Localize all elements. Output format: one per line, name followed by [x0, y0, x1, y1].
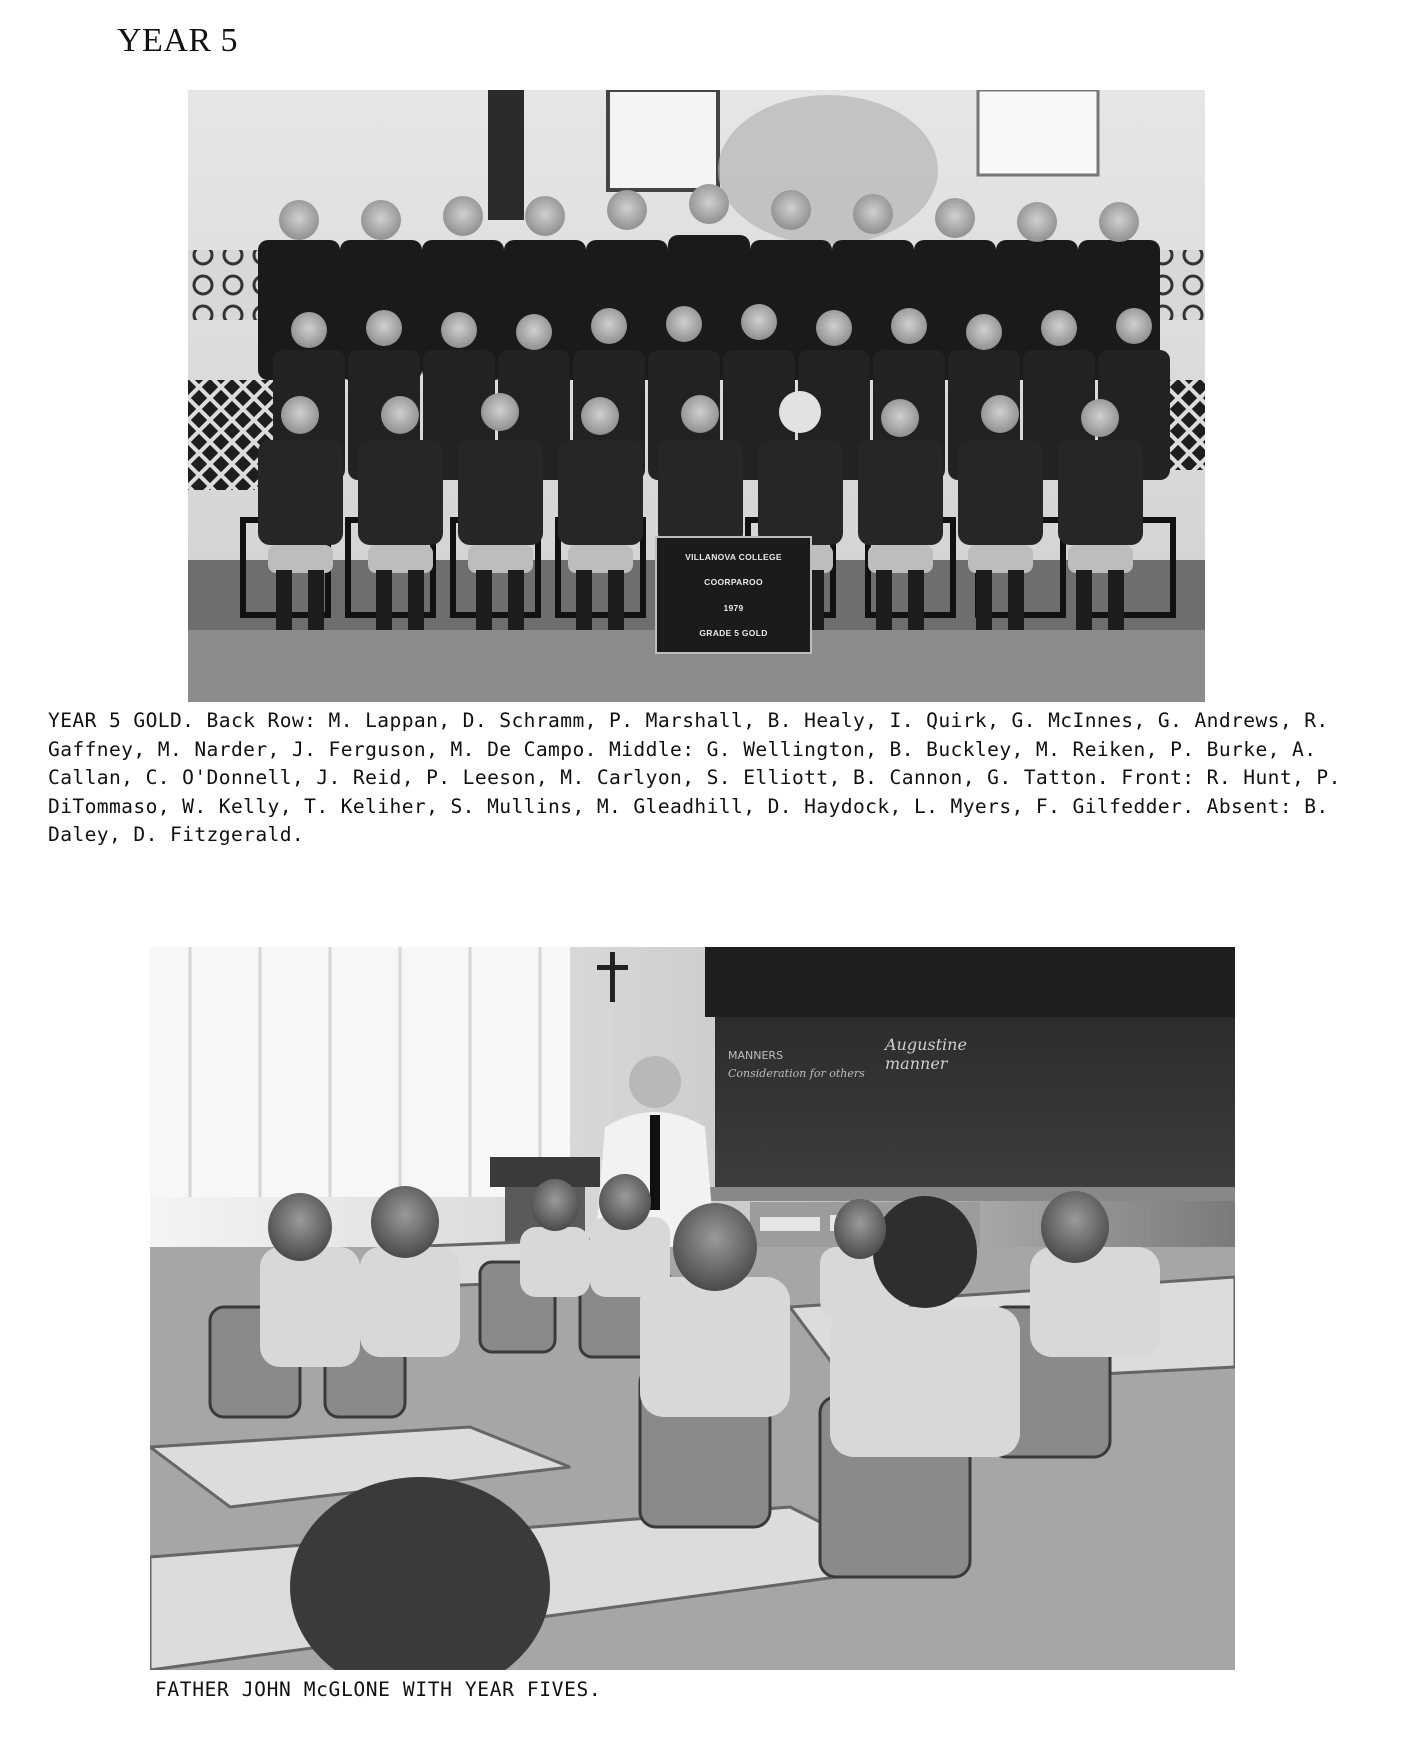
- blackboard-line-augustine: Augustine: [885, 1035, 967, 1054]
- sign-line-school: VILLANOVA COLLEGE: [685, 551, 782, 562]
- class-photo-caption: YEAR 5 GOLD. Back Row: M. Lappan, D. Schramm, P. Marshall, B. Healy, I. Quirk, G. McInnes, G. Andrews, R. Gaffney, M. Narder, J. Ferguson, M. De Campo. Middle: G. Wellington, B. Buckley, M. Reiken, P. Burke, A. Callan, C. O'Donnell, J. Reid, P. Leeson, M. Carlyon, S. Elliott, B. Cannon, G. Tatton. Front: R. Hunt, P. DiTommaso, W. Kelly, T. Keliher, S. Mullins, M. Gleadhill, D. Haydock, L. Myers, F. Gilfedder. Absent: B. Daley, D. Fitzgerald.: [48, 709, 1341, 847]
- sign-line-suburb: COORPAROO: [704, 577, 763, 588]
- classroom-photo-image: [150, 947, 1235, 1670]
- blackboard-line-consideration: Consideration for others: [728, 1067, 865, 1080]
- class-photo-sign: [655, 536, 812, 654]
- blackboard-heading: MANNERS: [728, 1049, 784, 1062]
- classroom-photo: [150, 947, 1235, 1670]
- page-heading: YEAR 5: [117, 22, 239, 59]
- sign-line-grade: GRADE 5 GOLD: [699, 628, 768, 639]
- blackboard-line-manner: manner: [885, 1054, 948, 1073]
- classroom-photo-caption: FATHER JOHN McGLONE WITH YEAR FIVES.: [155, 1678, 602, 1701]
- sign-line-year: 1979: [723, 602, 744, 613]
